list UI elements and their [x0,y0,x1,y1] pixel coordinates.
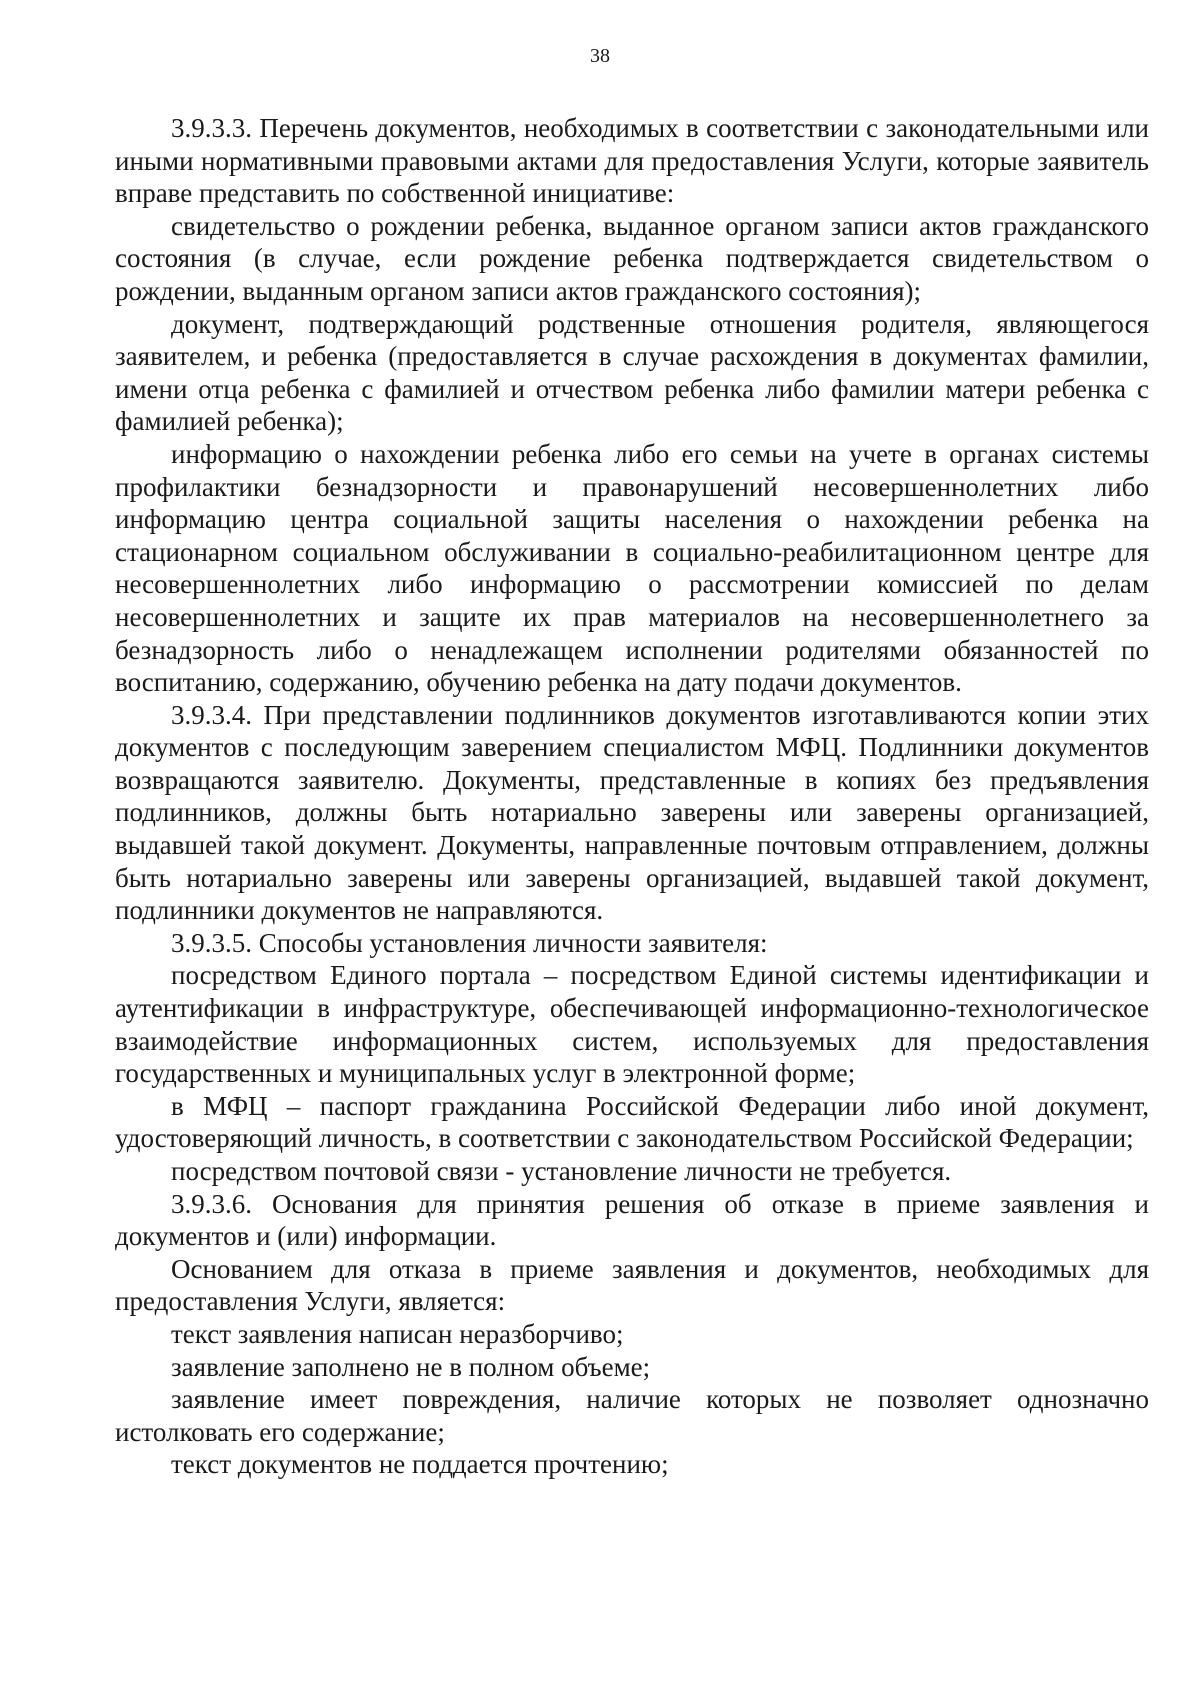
paragraph-registration-info: информацию о нахождении ребенка либо его семьи на учете в органах системы профилактики безнадзорности и правонарушений несовершеннолетних либо информацию центра социальной защиты населения о нахождении ребенка на стационарном социальном обслуживании в социально-реабилитационном центре для несовершеннолетних либо информацию о рассмотрении комиссией по делам несовершеннолетних и защите их прав материалов на несовершеннолетнего за безнадзорность либо о ненадлежащем исполнении родителями обязанностей по воспитанию, содержанию, обучению ребенка на дату подачи документов. [115,438,1149,698]
paragraph-mfc: в МФЦ – паспорт гражданина Российской Федерации либо иной документ, удостоверяющий личность, в соответствии с законодательством Российской Федерации; [115,1090,1149,1154]
page-number: 38 [590,45,610,67]
paragraph-postal: посредством почтовой связи - установление личности не требуется. [171,1156,952,1186]
paragraph-3-9-3-4: 3.9.3.4. При представлении подлинников документов изготавливаются копии этих документов с последующим заверением специалистом МФЦ. Подлинники документов возвращаются заявителю. Документы, представленные в копиях без предъявления подлинников, должны быть нотариально заверены или заверены организацией, выдавшей такой документ. Документы, направленные почтовым отправлением, должны быть нотариально заверены или заверены организацией, выдавшей такой документ, подлинники документов не направляются. [115,699,1149,926]
list-item-damaged: заявление имеет повреждения, наличие которых не позволяет однозначно истолковать его содержание; [115,1384,1149,1447]
list-item-unreadable-documents: текст документов не поддается прочтению; [171,1449,669,1480]
paragraph-3-9-3-6: 3.9.3.6. Основания для принятия решения об отказе в приеме заявления и документов и (или) информации. [115,1188,1149,1252]
paragraph-birth-certificate: свидетельство о рождении ребенка, выданное органом записи актов гражданского состояния (в случае, если рождение ребенка подтверждается свидетельством о рождении, выданным органом записи актов гражданского состояния); [115,210,1149,306]
document-body [115,112,1149,1481]
paragraph-3-9-3-3: 3.9.3.3. Перечень документов, необходимых в соответствии с законодательными или иными нормативными правовыми актами для предоставления Услуги, которые заявитель вправе представить по собственной инициативе: [115,113,1149,209]
list-item-incomplete: заявление заполнено не в полном объеме; [171,1351,651,1382]
list-item-illegible-text: текст заявления написан неразборчиво; [171,1318,624,1349]
paragraph-kinship-document: документ, подтверждающий родственные отношения родителя, являющегося заявителем, и ребенка (предоставляется в случае расхождения в документах фамилии, имени отца ребенка с фамилией и отчеством ребенка либо фамилии матери ребенка с фамилией ребенка); [115,308,1149,437]
paragraph-3-9-3-5: 3.9.3.5. Способы установления личности заявителя: [171,927,768,958]
paragraph-unified-portal: посредством Единого портала – посредством Единой системы идентификации и аутентификации в инфраструктуре, обеспечивающей информационно-технологическое взаимодействие информационных систем, используемых для предоставления государственных и муниципальных услуг в электронной форме; [115,960,1149,1089]
paragraph-refusal-grounds: Основанием для отказа в приеме заявления и документов, необходимых для предоставления Услуги, является: [115,1253,1149,1317]
